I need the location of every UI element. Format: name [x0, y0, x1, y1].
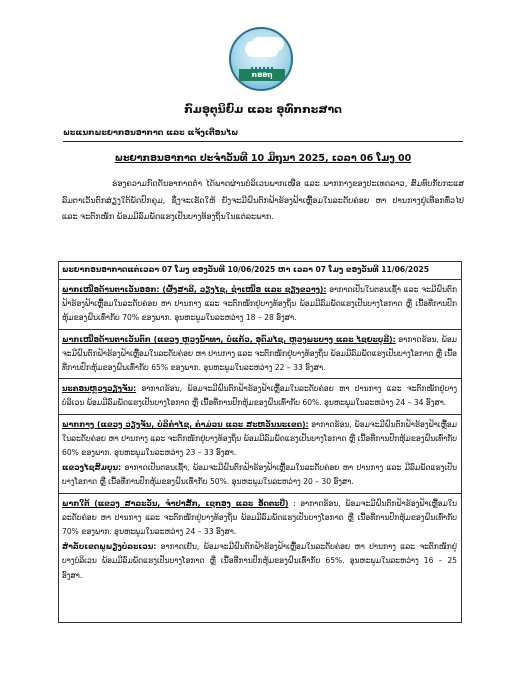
region-name: ພາກກາງ (ແຂວງ ວຽງຈັນ, ບໍລິຄໍາໄຊ, ຄໍາມ່ວນ ແລະ ສະຫວັນນະເຂດ): — [62, 419, 309, 429]
forecast-period: ພະຍາກອນອາກາດແຕ່ເວລາ 07 ໂມງ ຂອງວັນທີ 10/06/2025 ຫາ ເວລາ 07 ໂມງ ຂອງວັນທີ 11/06/2025 — [59, 262, 461, 280]
synoptic-intro: ຮ່ອງຄວາມກົດດັນອາກາດຕໍ່າ ໄດ້ພາດຜ່ານບໍລິເວນພາກເໜືອ ແລະ ພາກກາງຂອງປະເທດລາວ, ສົມທົບກັບກະແສລົມຕາເວັນຕົກສ່ຽງໃຕ້ພັດປົກຄຸມ, ຊຶ່ງຈະເຮັດໃຫ້ ຍັງຈະມີຝົນຕົກຟ້າຮ້ອງຟ້າເຫຼື້ອມໃນລະດັບຄ່ອຍ ຫາ ປານກາງຢູ່ເທືອກທົ່ວໄປ ແລະ ຈະຕົກໜັກ ພ້ອມມີລົມພັດແຮງເປັນບາງທ້ອງຖິ່ນໃນແຕ່ລະພາກ. — [62, 179, 464, 221]
subregion-name: ແຂວງໄຊສົມບູນ: — [62, 463, 122, 473]
region-south — [59, 494, 461, 586]
rain-icon — [251, 59, 273, 69]
department-logo — [229, 27, 293, 91]
region-text: ອາກາດຮ້ອນ, ພ້ອມຈະມີຝົນຕົກຟ້າຮ້ອງຟ້າເຫຼື້ອມໃນລະດັບຄ່ອຍ ຫາ ປານກາງ ແລະ ຈະຕົກໜັກຢູ່ບາງທ້ອງຖິ່ນ ພ້ອມມີລົມພັດແຮງເປັນບາງໂອກາດ ຫຼື ເນື້ອທີ່ການປົກຫຸ້ມຂອງຝົນເທົ່າກັບ 65% ຂອງພາກ. ອຸນຫະພູມໃນລະຫວ່າງ 22 – 33 ອົງສາ. — [62, 334, 457, 373]
header-divider — [63, 141, 463, 142]
forecast-table — [58, 261, 462, 623]
division-title: ພະແນກພະຍາກອນອາກາດ ແລະ ແຈ້ງເຕືອນໄພ — [63, 128, 239, 137]
subregion-name: ສໍາລັບເຂດພູພຽງບໍລະເວນ: — [62, 542, 157, 552]
region-text: : ອາກາດຮ້ອນ, ພ້ອມຈະມີຝົນຕົກຟ້າຮ້ອງຟ້າເຫຼື້ອມໃນລະດັບຄ່ອຍ ຫາ ປານກາງ ແລະ ຈະຕົກໜັກຢູ່ບາງທ້ອງຖິ່ນ ພ້ອມມີລົມພັດແຮງເປັນບາງໂອກາດ ຫຼື ເນື້ອທີ່ການປົກຫຸ້ມຂອງຝົນເທົ່າກັບ 70% ຂອງພາກ. ອຸນຫະພູມໃນລະຫວ່າງ 24 – 33 ອົງສາ. — [62, 498, 458, 537]
ministry-title: ກົມອຸຕຸນິຍົມ ແລະ ອຸທົກກະສາດ — [184, 103, 342, 116]
bulletin-title: ພະຍາກອນອາກາດ ປະຈໍາວັນທີ 10 ມິຖຸນາ 2025, ເວລາ 06 ໂມງ 00 — [114, 153, 412, 164]
subregion-text: ອາກາດເຢັນ, ພ້ອມຈະມີຝົນຕົກຟ້າຮ້ອງຟ້າເຫຼື້ອມໃນລະດັບຄ່ອຍ ຫາ ປານກາງ ແລະ ຈະຕົກໜັກຢູ່ບາງບໍລິເວນ ພ້ອມມີລົມພັດແຮງເປັນບາງໂອກາດ ຫຼື ເນື້ອທີ່ການປົກຫຸ້ມຂອງຝົນເທົ່າກັບ 65%. ອຸນຫະພູມໃນລະຫວ່າງ 16 – 25 ອົງສາ. — [62, 542, 457, 580]
region-name: ພາກເໜືອດ້ານຕາເວັນອອກ: (ຜົ້ງສາລີ, ວຽງໄຊ, ຊຳເໜືອ ແລະ ຊຽງຂວາງ): — [62, 285, 327, 294]
region-name: ພາກໃຕ້ (ແຂວງ ສາລະວັນ, ຈໍາປາສັກ, ເຊກອງ ແລະ ອັດຕະປື) — [62, 498, 289, 508]
region-north-west — [59, 330, 461, 380]
logo-text: ກອອຖ — [251, 71, 273, 79]
logo-band — [239, 69, 285, 81]
cloud-icon — [245, 41, 279, 57]
subregion-text: ອາກາດເປັນຕອນເຊົ້າ, ພ້ອມຈະມີຝົນຕົກຟ້າຮ້ອງຟ້າເຫຼື້ອມໃນລະດັບຄ່ອຍ ຫາ ປານກາງ ແລະ ມີລົມພັດແຮງເປັນບາງໂອກາດ ຫຼື ເນື້ອທີ່ການປົກຫຸ້ມຂອງຝົນເທົ່າກັບ 50%. ອຸນຫະພູມໃນລະຫວ່າງ 20 – 30 ອົງສາ. — [62, 463, 457, 487]
region-text: ອາກາດຮ້ອນ, ພ້ອມຈະມີຝົນຕົກຟ້າຮ້ອງຟ້າເຫຼື້ອມໃນລະດັບຄ່ອຍ ຫາ ປານກາງ ແລະ ຈະຕົກໜັກຢູ່ບາງທ້ອງຖິ່ນ ພ້ອມມີລົມພັດແຮງເປັນບາງໂອກາດ ຫຼື ເນື້ອທີ່ການປົກຫຸ້ມຂອງຝົນເທົ່າກັບ 60% ຂອງພາກ. ອຸນຫະພູມໃນລະຫວ່າງ 23 – 33 ອົງສາ. — [62, 419, 458, 458]
subregion-xaisomboun — [62, 461, 457, 489]
region-vientiane-capital — [59, 379, 461, 414]
region-text: ອາກາດເປັນໃນຕອນເຊົ້າ ແລະ ຈະມີຝົນຕົກຟ້າຮ້ອງຟ້າເຫຼື້ອມໃນລະດັບຄ່ອຍ ຫາ ປານກາງ ແລະ ຈະຕົກໜັກຢູ່ບາງທ້ອງຖິ່ນ ພ້ອມມີລົມພັດແຮງເປັນບາງໂອກາດ ຫຼື ເນື້ອທີ່ການປົກຫຸ້ມຂອງຝົນເທົ່າກັບ 70% ຂອງພາກ. ອຸນຫະພູມໃນລະຫວ່າງ 18 – 28 ອົງສາ. — [62, 285, 457, 323]
region-central — [59, 415, 461, 494]
region-text: ອາກາດຮ້ອນ, ພ້ອມຈະມີຝົນຕົກຟ້າຮ້ອງຟ້າເຫຼື້ອມໃນລະດັບຄ່ອຍ ຫາ ປານກາງ ແລະ ຈະຕົກໜັກຢູ່ບາງບໍລິເວນ ພ້ອມມີລົມພັດແຮງເປັນບາງໂອກາດ ຫຼື ເນື້ອທີ່ການປົກຫຸ້ມຂອງຝົນເທົ່າກັບ 60%. ອຸນຫະພູມໃນລະຫວ່າງ 24 – 34 ອົງສາ. — [62, 384, 457, 408]
region-north-east — [59, 280, 461, 330]
subregion-plateau — [62, 540, 457, 583]
region-name: ພາກເໜືອດ້ານຕາເວັນຕົກ (ແຂວງ ຫຼວງນໍ້າທາ, ບໍ່ແກ້ວ, ອຸດົມໄຊ, ຫຼວງພະບາງ ແລະ ໄຊຍະບູລີ): — [62, 334, 396, 344]
region-name: ນະຄອນຫຼວງວຽງຈັນ: — [62, 384, 137, 394]
